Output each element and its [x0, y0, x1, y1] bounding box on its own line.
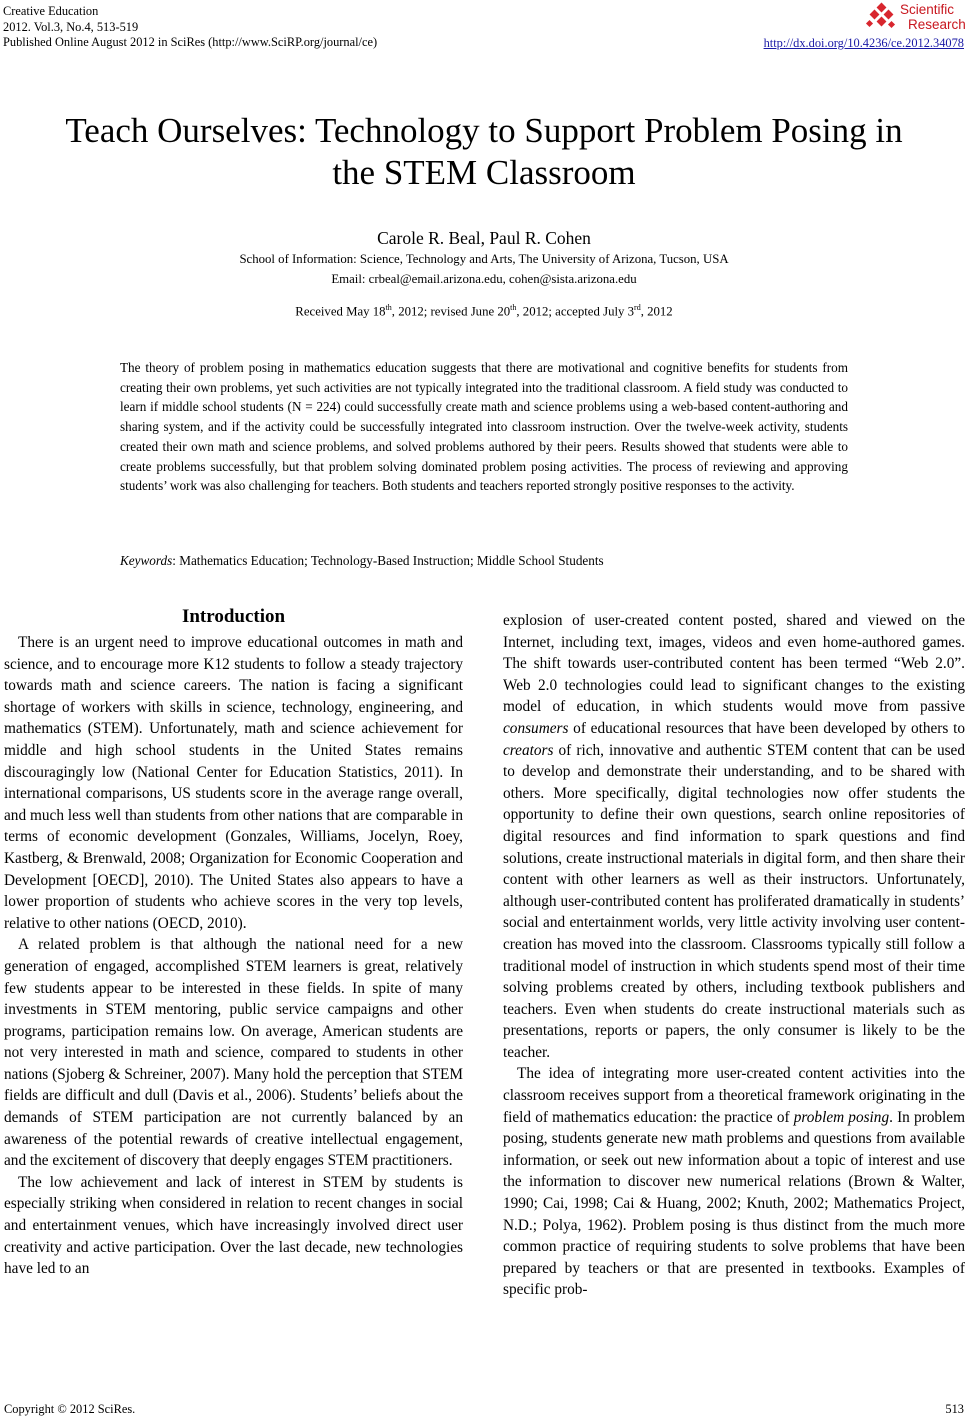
journal-header [3, 4, 377, 51]
left-column [4, 632, 463, 1280]
received-text-3: , 2012; accepted July 3 [516, 304, 635, 319]
paragraph: There is an urgent need to improve educational outcomes in math and science, and to encourage more K12 students to follow a steady trajectory towards math and science careers. The nation is facing a significant shortage of workers with skills in science, technology, engineering, and mathematics (STEM). Unfortunately, math and science achievement for middle and high school students in the United States remains discouragingly low (National Center for Education Statistics, 2011). In international comparisons, US students score in the average range overall, and much less well than students from other nations that are comparable in terms of economic development (Gonzales, Williams, Jocelyn, Roey, Kastberg, & Brenwald, 2008; Organization for Economic Cooperation and Development [OECD], 2010). The United States also appears to have a lower proportion of students who achieve scores in the very top levels, relative to other nations (OECD, 2010). [4, 634, 463, 932]
text-run: . In problem posing, students generate new math problems and questions from available information, or seek out new information about a topic of interest and use the information to discover new numerical relations (Brown & Walter, 1990; Cai, 1998; Cai & Huang, 2002; Knuth, 2002; Mathematics Project, N.D.; Polya, 1962). Problem posing is thus distinct from the much more common practice of requiring students to solve problems that have been prepared by teachers or that are presented in textbooks. Examples of specific prob- [503, 1108, 965, 1299]
journal-name: Creative Education [3, 4, 99, 18]
text-run: explosion of user-created content posted, shared and viewed on the Internet, including text, images, videos and even home-authored games. The shift towards user-contributed content has been termed “Web 2.0”. Web 2.0 technologies could lead to significant changes to the existing model of education, in which students would move from passive [503, 612, 965, 716]
text-run: The idea of integrating more user-created content activities into the classroom receives support from a theoretical framework originating in the field of mathematics education: the practice of [503, 1065, 965, 1126]
received-text-2: , 2012; revised June 20 [391, 304, 511, 319]
abstract: The theory of problem posing in mathematics education suggests that there are motivational and cognitive benefits for students from creating their own problems, yet such activities are not typically integrated into the traditional classroom. A field study was conducted to learn if middle school students (N = 224) could successfully create math and science problems using a web-based content-authoring and sharing system, and if the activity could be successfully integrated into classroom instruction. Over the twelve-week activity, students created their own math and science problems, and solved problems authored by their peers. Results showed that students were able to create problems successfully, but that problem solving dominated problem posing activities. The process of reviewing and approving students’ work was also challenging for teachers. Both students and teachers reported strongly positive responses to the activity. [120, 360, 848, 494]
received-dates [0, 303, 968, 319]
paragraph: The low achievement and lack of interest in STEM by students is especially striking when considered in relation to recent changes in social and entertainment venues, which have increasingly involved direct user creativity and active participation. Over the last decade, new technologies have led to an [4, 1173, 463, 1278]
received-sup-3: rd [634, 303, 641, 312]
emphasis: consumers [503, 719, 569, 737]
received-text-4: , 2012 [640, 304, 673, 319]
doi-link[interactable]: http://dx.doi.org/10.4236/ce.2012.34078 [763, 36, 964, 50]
publication-info: Published Online August 2012 in SciRes (http://www.SciRP.org/journal/ce) [3, 35, 378, 50]
paragraph [503, 1063, 965, 1301]
received-sup-1: th [385, 303, 392, 312]
keywords-text: : Mathematics Education; Technology-Based Instruction; Middle School Students [172, 553, 604, 568]
right-column [503, 610, 965, 1301]
doi-container [764, 36, 964, 51]
text-run: of educational resources that have been developed by others to [568, 719, 965, 737]
title-line2: the STEM Classroom [332, 153, 636, 192]
received-text-1: Received May 18 [295, 304, 386, 319]
introduction-heading: Introduction [181, 606, 286, 627]
received-sup-2: th [510, 303, 517, 312]
publisher-logo [867, 2, 965, 36]
scientific-research-logo-icon [867, 4, 897, 34]
journal-volume: 2012. Vol.3, No.4, 513-519 [3, 19, 139, 34]
title-line1: Teach Ourselves: Technology to Support Problem Posing in [65, 111, 903, 150]
copyright: Copyright © 2012 SciRes. [4, 1402, 136, 1416]
paper-title [0, 110, 968, 194]
page-number: 513 [945, 1402, 964, 1416]
keywords [120, 553, 848, 569]
emphasis: creators [503, 741, 554, 759]
text-run: of rich, innovative and authentic STEM content that can be used to develop and demonstrate their understanding, and to be shared with others. More specifically, digital technologies now offer students the opportunity to define their own questions, search online repositories of digital resources and find information to spark questions and find solutions, create instructional materials in digital form, and then share their content with other learners as well as their instructors. Unfortunately, although user-contributed content has proliferated dramatically in students’ social and entertainment worlds, very little activity involving user content-creation has moved into the classroom. Classrooms typically still follow a traditional model of instruction in which students spend most of their time solving problems created by others, including textbook publishers and teachers. Even when students do create instructional materials such as presentations, reports or papers, the only consumer is likely to be the teacher. [503, 741, 965, 1061]
logo-line2: Research [908, 17, 966, 32]
keywords-label: Keywords [120, 553, 173, 568]
paragraph [503, 610, 965, 1063]
paragraph: A related problem is that although the national need for a new generation of engaged, accomplished STEM learners is great, relatively few students appear to be interested in these fields. In spite of many investments in STEM mentoring, public service campaigns and other programs, participation remains low. On average, American students are not very interested in math and science, compared to students in other nations (Sjoberg & Schreiner, 2007). Many hold the perception that STEM fields are difficult and dull (Davis et al., 2006). Students’ beliefs about the demands of STEM participation are not currently balanced by an awareness of the potential rewards of creative intellectual engagement, and the excitement of discovery that deeply engages STEM practitioners. [4, 936, 463, 1170]
affiliation-block [0, 250, 968, 289]
emphasis: problem posing [793, 1108, 890, 1126]
logo-wordmark [900, 2, 966, 32]
authors: Carole R. Beal, Paul R. Cohen [377, 228, 591, 248]
email: Email: crbeal@email.arizona.edu, cohen@sista.arizona.edu [331, 271, 637, 286]
logo-line1: Scientific [900, 2, 955, 17]
affiliation: School of Information: Science, Technology and Arts, The University of Arizona, Tucson, USA [239, 252, 729, 266]
